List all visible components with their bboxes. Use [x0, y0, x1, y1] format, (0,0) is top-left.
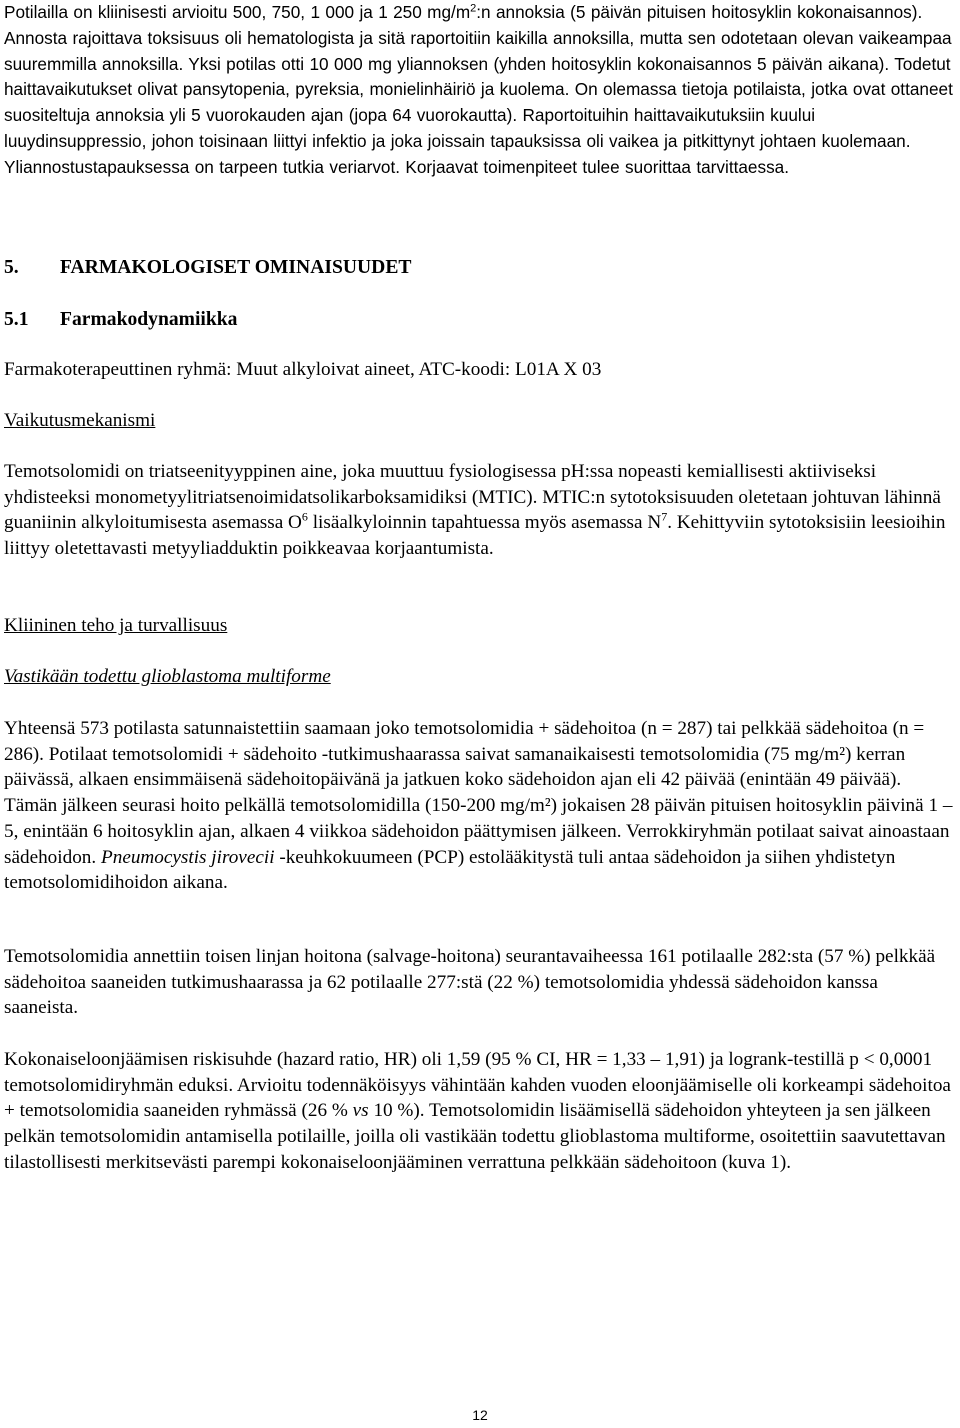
section-title: Farmakodynamiikka: [60, 309, 238, 330]
organism-name: Pneumocystis jirovecii: [101, 846, 275, 868]
survival-text-2: 10 %). Temotsolomidin lisäämisellä sädehoidon yhteyteen ja sen jälkeen pelkän temotsolomidin antamisella potilaille, joilla oli vastikään todettu glioblastoma multiforme, osoitettiin saavutettavan tilastollisesti merkitsevästi parempi kokonaiseloonjääminen verrattuna pelkkään sädehoitoon (kuva 1).: [4, 1100, 946, 1173]
page-number: 12: [472, 1407, 488, 1423]
mechanism-text-3: . Kehittyviin sytotoksisiin leesioihin liittyy oletettavasti metyyliadduktin poikkeavaa korjaantumista.: [4, 512, 946, 560]
section-number: 5.1: [4, 309, 29, 330]
section-number: 5.: [4, 257, 19, 278]
gbm-heading: Vastikään todettu glioblastoma multiforme: [4, 666, 331, 687]
section-title: FARMAKOLOGISET OMINAISUUDET: [60, 257, 412, 278]
overdose-text-start: Potilailla on kliinisesti arvioitu 500, 750, 1 000 ja 1 250 mg/m: [4, 2, 471, 22]
efficacy-heading: Kliininen teho ja turvallisuus: [4, 615, 228, 636]
study-text-1: Yhteensä 573 potilasta satunnaistettiin saamaan joko temotsolomidia + sädehoitoa (n = 287) tai pelkkää sädehoitoa (n = 286). Potilaat temotsolomidi + sädehoito -tutkimushaarassa saivat samanaikaisesti temotsolomidia (75 mg/m²) kerran päivässä, alkaen ensimmäisenä sädehoitopäivänä ja jatkuen koko sädehoidon ajan eli 42 päivää (enintään 49 päivää). Tämän jälkeen seurasi hoito pelkällä temotsolomidilla (150-200 mg/m²) jokaisen 28 päivän pituisen hoitosyklin päivinä 1 – 5, enintään 6 hoitosyklin ajan, alkaen 4 viikkoa sädehoidon päättymisen jälkeen. Verrokkiryhmän potilaat saivat ainoastaan sädehoidon.: [4, 718, 953, 868]
superscript: 2: [470, 2, 477, 15]
mechanism-text-1: Temotsolomidi on triatseenityyppinen aine, joka muuttuu fysiologisessa pH:ssa nopeasti kemiallisesti aktiiviseksi yhdisteeksi monometyylitriatsenoimidatsolikarboksamidiksi (MTIC). MTIC:n sytotoksisuuden oletetaan johtuvan lähinnä guaniinin alkyloitumisesta asemassa O: [4, 461, 941, 534]
mechanism-heading: Vaikutusmekanismi: [4, 410, 156, 431]
study-text-2: -keuhkokuumeen (PCP) estolääkitystä tuli antaa sädehoidon ja siihen yhdistetyn temotsolomidihoidon aikana.: [4, 846, 896, 894]
mechanism-paragraph: [4, 459, 954, 562]
section-5-heading: [4, 256, 411, 280]
study-design-paragraph: [4, 716, 954, 896]
overdose-text-rest: :n annoksia (5 päivän pituisen hoitosyklin kokonaisannos). Annosta rajoittava toksisuus oli hematologista ja sitä raportoitiin kaikilla annoksilla, mutta sen odotetaan olevan vaikeampaa suuremmilla annoksilla. Yksi potilas otti 10 000 mg yliannoksen (yhden hoitosyklin kokonaisannos 5 päivän aikana). Todetut haittavaikutukset olivat pansytopenia, pyreksia, monielinhäiriö ja kuolema. On olemassa tietoja potilaista, jotka ovat ottaneet suositeltuja annoksia yli 5 vuorokauden ajan (jopa 64 vuorokautta). Raportoituihin haittavaikutuksiin kuului luuydinsuppressio, johon toisinaan liittyi infektio ja joka joissain tapauksissa oli vaikea ja pitkittynyt johtaen kuolemaan. Yliannostustapauksessa on tarpeen tutkia veriarvot. Korjaavat toimenpiteet tulee suorittaa tarvittaessa.: [4, 2, 953, 177]
superscript: 6: [301, 510, 308, 525]
atc-code-line: Farmakoterapeuttinen ryhmä: Muut alkyloivat aineet, ATC-koodi: L01A X 03: [4, 359, 602, 380]
versus-italic: vs: [352, 1100, 369, 1122]
mechanism-text-2: lisäalkyloinnin tapahtuessa myös asemassa N: [307, 512, 662, 534]
survival-text-1: Kokonaiseloonjäämisen riskisuhde (hazard ratio, HR) oli 1,59 (95 % CI, HR = 1,33 – 1,91) ja logrank-testillä p < 0,0001 temotsolomidiryhmän eduksi. Arvioitu todennäköisyys vähintään kahden vuoden eloonjäämiselle oli korkeampi sädehoitoa + temotsolomidia saaneiden ryhmässä (26 %: [4, 1049, 951, 1122]
section-5-1-heading: [4, 308, 237, 332]
salvage-paragraph: Temotsolomidia annettiin toisen linjan hoitona (salvage-hoitona) seurantavaiheessa 161 potilaalle 282:sta (57 %) pelkkää sädehoitoa saaneiden tutkimushaarassa ja 62 potilaalle 277:stä (22 %) temotsolomidia yhdessä sädehoidon kanssa saaneista.: [4, 946, 936, 1019]
superscript: 7: [661, 510, 668, 525]
overdose-paragraph: [4, 0, 956, 181]
survival-paragraph: [4, 1047, 954, 1176]
